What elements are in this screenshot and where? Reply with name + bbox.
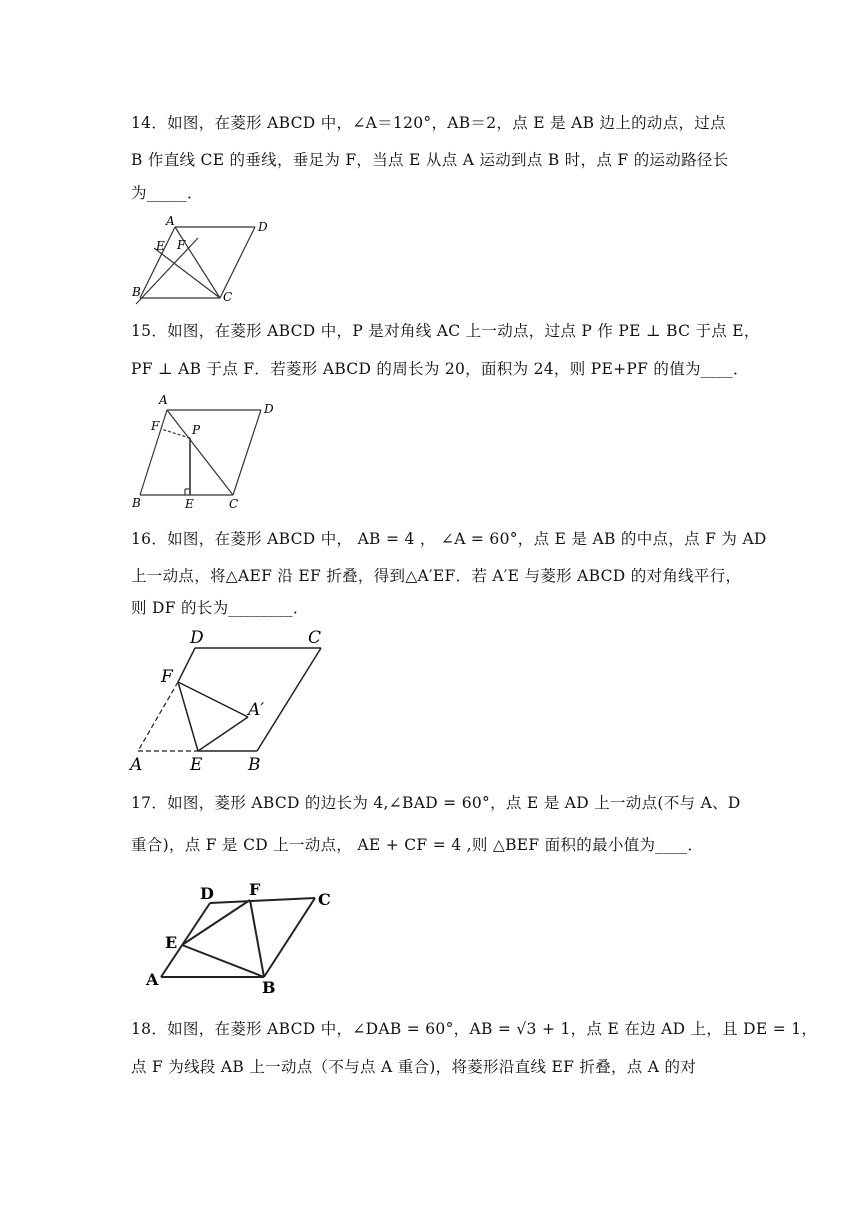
line-bf [136,238,198,304]
side-cb [264,898,315,977]
segment-fb [250,900,264,977]
label-a: A [159,393,168,407]
label-a: A [130,755,143,775]
label-e: E [165,933,178,952]
label-c: C [223,290,233,304]
segment-fa-prime [178,682,248,717]
side-dc [210,898,315,903]
figure-15 [128,392,288,518]
problem-17-line-1: 17．如图，菱形 ABCD 的边长为 4,∠BAD = 60°，点 E 是 AD 上一动点(不与 A、D [131,794,741,812]
problem-18-line-1: 18．如图，在菱形 ABCD 中，∠DAB = 60°，AB = √3 + 1，点 E 在边 AD 上，且 DE = 1， [131,1020,818,1038]
label-d: D [258,220,268,234]
figure-17 [138,876,338,998]
segment-eb [182,945,264,977]
label-b: B [262,978,276,997]
dashed-af [138,682,178,751]
label-f: F [249,880,261,899]
problem-14-line-2: B 作直线 CE 的垂线，垂足为 F，当点 E 从点 A 运动到点 B 时，点 F 的运动路径长 [131,151,729,169]
label-d: D [200,884,214,903]
label-p: P [192,423,201,437]
problem-15-line-1: 15．如图，在菱形 ABCD 中，P 是对角线 AC 上一动点，过点 P 作 PE ⊥ BC 于点 E， [131,322,760,340]
label-f: F [177,238,186,252]
segment-ea-prime [198,717,248,751]
label-e: E [190,755,203,775]
figure-14 [128,212,278,311]
side-df [178,648,195,682]
label-d: D [190,628,204,648]
figure-14-diagram [128,212,278,307]
problem-16-line-1: 16．如图，在菱形 ABCD 中， AB = 4 ， ∠A = 60°，点 E 是 AB 的中点，点 F 为 AD [131,530,767,548]
label-a: A [166,214,175,228]
problem-16-line-3: 则 DF 的长为________． [131,599,309,617]
label-b: B [132,285,141,299]
figure-17-diagram [138,876,338,997]
label-f: F [151,419,160,433]
side-dc [220,227,255,298]
problem-17-line-2: 重合)，点 F 是 CD 上一动点， AE + CF = 4 ,则 △BEF 面积的最小值为____． [131,836,704,854]
label-a: A [146,970,159,989]
label-b: B [248,755,261,775]
label-c: C [229,497,239,511]
figure-15-diagram [128,392,288,514]
side-dc [233,410,261,495]
label-c: C [318,890,331,909]
label-c: C [308,628,322,648]
problem-15-line-2: PF ⊥ AB 于点 F．若菱形 ABCD 的周长为 20，面积为 24，则 PE+PF 的值为____． [131,360,749,378]
fold-ef [178,682,198,751]
label-f: F [161,667,173,687]
side-ab [140,227,175,298]
line-ce [154,248,220,298]
problem-14-line-1: 14．如图，在菱形 ABCD 中，∠A＝120°，AB＝2，点 E 是 AB 边上的动点，过点 [131,114,726,132]
side-cb [257,648,321,751]
figure-16 [128,624,338,780]
problem-16-line-2: 上一动点，将△AEF 沿 EF 折叠，得到△A′EF．若 A′E 与菱形 ABCD 的对角线平行， [131,567,742,585]
problem-18-line-2: 点 F 为线段 AB 上一动点（不与点 A 重合)，将菱形沿直线 EF 折叠，点 A 的对 [131,1058,697,1076]
label-d: D [264,402,274,416]
label-b: B [132,496,141,510]
segment-ef [182,900,250,945]
label-a-prime: A′ [248,700,265,720]
label-e: E [156,239,165,253]
problem-14-line-3: 为_____． [131,184,203,202]
label-e: E [185,497,194,511]
figure-16-diagram [128,624,338,776]
